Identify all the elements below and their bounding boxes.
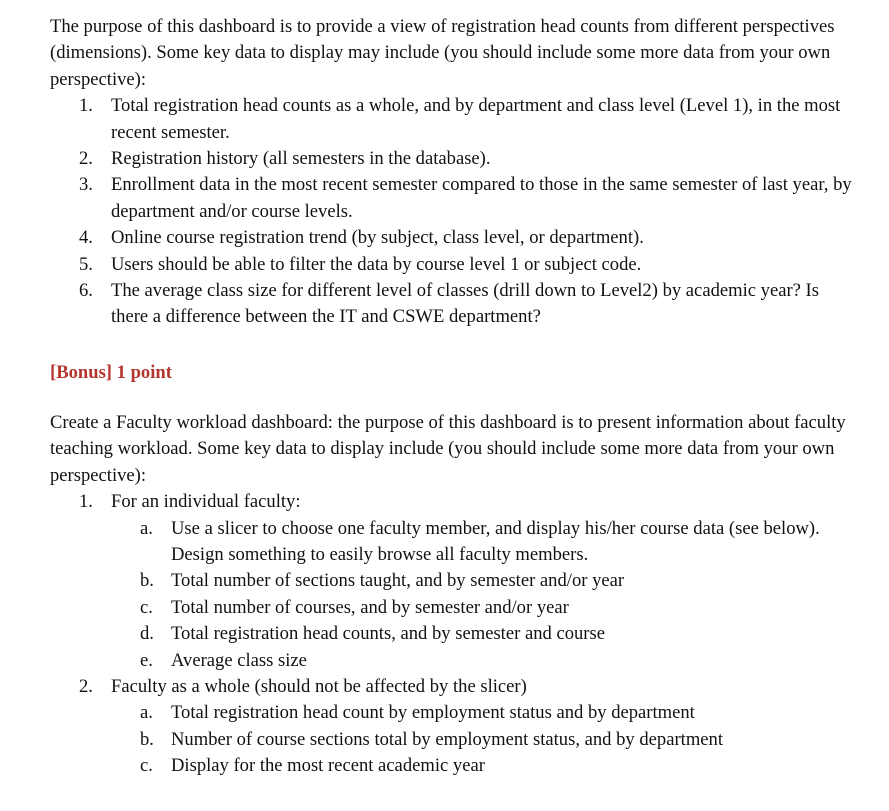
sub-list-item-text: Total registration head count by employment status and by department bbox=[171, 702, 695, 724]
sub-list-item-text: Average class size bbox=[171, 649, 307, 671]
sub-list-item-text: Total number of sections taught, and by semester and/or year bbox=[171, 570, 625, 592]
sub-list-item bbox=[50, 568, 860, 594]
list-marker: 6. bbox=[79, 280, 93, 302]
sub-list-marker: e. bbox=[140, 649, 153, 671]
list-item-text: Online course registration trend (by subject, class level, or department). bbox=[111, 227, 644, 249]
sub-list-item bbox=[50, 516, 860, 569]
list-item bbox=[50, 225, 860, 251]
list-item bbox=[50, 489, 860, 515]
list-item bbox=[50, 674, 860, 700]
list-marker: 2. bbox=[79, 676, 93, 698]
list-item-text: For an individual faculty: bbox=[111, 491, 301, 513]
sub-list-item-text: Total registration head counts, and by semester and course bbox=[171, 623, 605, 645]
list-item-text: The average class size for different level of classes (drill down to Level2) by academic year? Is there a difference between the IT and CSWE department? bbox=[111, 280, 819, 328]
sub-list-item bbox=[50, 648, 860, 674]
list-marker: 1. bbox=[79, 95, 93, 117]
bonus-heading: [Bonus] 1 point bbox=[50, 362, 172, 383]
list-item-text: Registration history (all semesters in the database). bbox=[111, 148, 491, 170]
sub-list-item-text: Use a slicer to choose one faculty member, and display his/her course data (see below). Design something to easily browse all faculty members. bbox=[171, 517, 820, 566]
list-item bbox=[50, 278, 860, 331]
sub-list-item-text: Number of course sections total by employment status, and by department bbox=[171, 728, 724, 750]
list-item-text: Faculty as a whole (should not be affected by the slicer) bbox=[111, 676, 527, 698]
list-marker: 3. bbox=[79, 174, 93, 196]
sub-list-item bbox=[50, 753, 860, 779]
sub-list-item bbox=[50, 595, 860, 621]
list-item bbox=[50, 93, 860, 146]
sub-list-item-text: Total number of courses, and by semester and/or year bbox=[171, 596, 569, 618]
section1-intro: The purpose of this dashboard is to provide a view of registration head counts from different perspectives (dimensions). Some key data to display may include (you should include some more data from your own perspective): bbox=[50, 16, 835, 90]
list-item bbox=[50, 172, 860, 225]
sub-list-item bbox=[50, 727, 860, 753]
sub-list-item bbox=[50, 700, 860, 726]
sub-list-marker: a. bbox=[140, 702, 153, 724]
list-marker: 2. bbox=[79, 148, 93, 170]
faculty-workload-section bbox=[50, 410, 860, 780]
list-marker: 4. bbox=[79, 227, 93, 249]
sub-list-marker: a. bbox=[140, 517, 153, 539]
sub-list-marker: b. bbox=[140, 570, 154, 592]
list-item-text: Users should be able to filter the data by course level 1 or subject code. bbox=[111, 253, 642, 275]
list-marker: 5. bbox=[79, 253, 93, 275]
list-item-text: Total registration head counts as a whole, and by department and class level (Level 1), in the most recent semester. bbox=[111, 95, 841, 143]
sub-list-marker: d. bbox=[140, 623, 154, 645]
list-marker: 1. bbox=[79, 491, 93, 513]
sub-list-marker: b. bbox=[140, 728, 154, 750]
list-item-text: Enrollment data in the most recent semester compared to those in the same semester of last year, by department and/or course levels. bbox=[111, 174, 852, 222]
list-item bbox=[50, 252, 860, 278]
section2-intro: Create a Faculty workload dashboard: the purpose of this dashboard is to present information about faculty teaching workload. Some key data to display include (you should include some more data from your own perspective): bbox=[50, 412, 846, 486]
sub-list-item-text: Display for the most recent academic year bbox=[171, 755, 485, 777]
sub-list-marker: c. bbox=[140, 755, 153, 777]
registration-dashboard-section bbox=[50, 14, 860, 331]
sub-list-marker: c. bbox=[140, 596, 153, 618]
list-item bbox=[50, 146, 860, 172]
sub-list-item bbox=[50, 621, 860, 647]
